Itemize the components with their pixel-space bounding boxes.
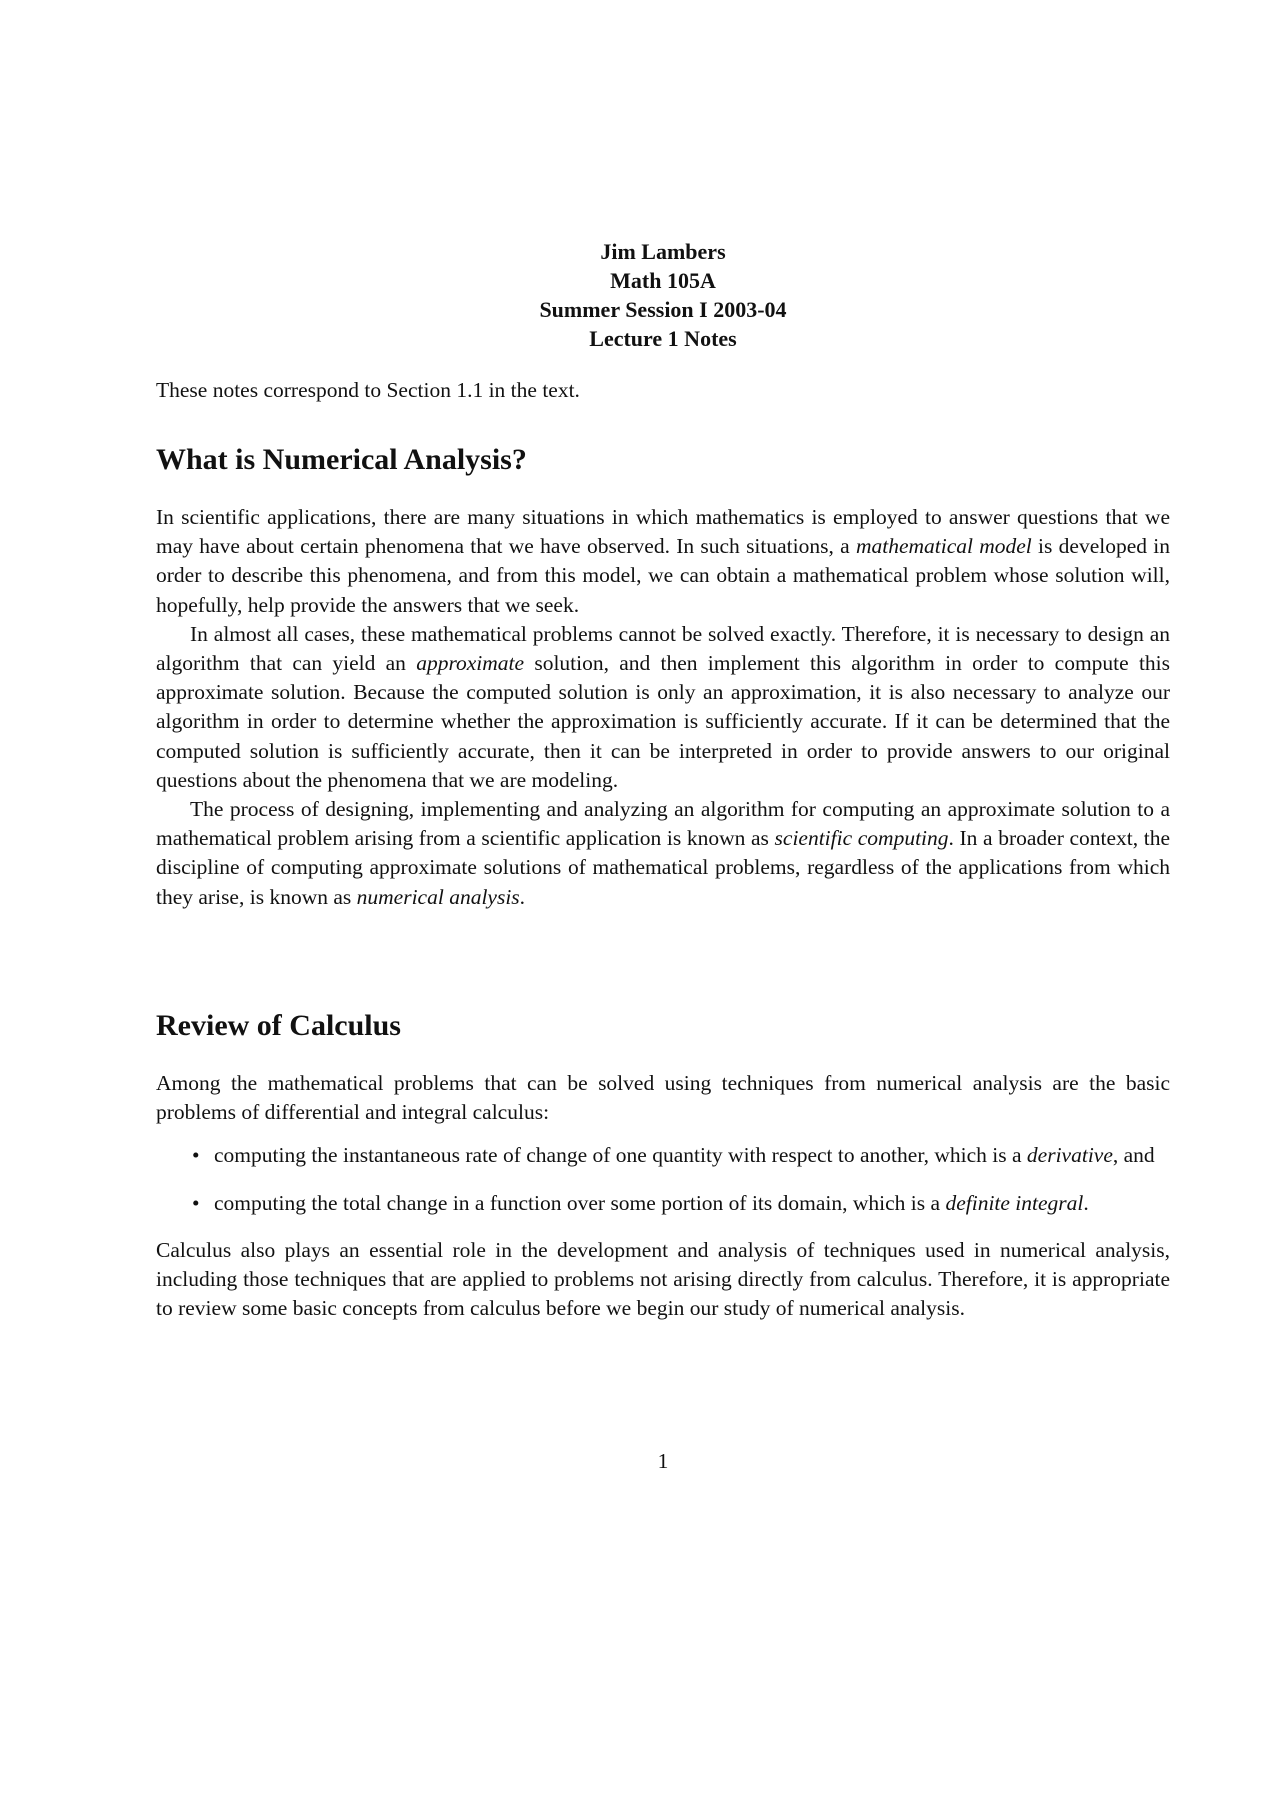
section-body-review-of-calculus xyxy=(156,1069,1170,1323)
emphasis-text: mathematical model xyxy=(855,534,1032,559)
intro-text: These notes correspond to Section 1.1 in the text. xyxy=(156,378,580,402)
paragraph: Among the mathematical problems that can be solved using techniques from numerical analysis are the basic problems of differential and integral calculus: xyxy=(156,1071,1170,1125)
course-name: Math 105A xyxy=(610,268,716,293)
text-run: The process of designing, implementing and analyzing an algorithm for computing an approximate solution to a mathematical problem arising from a scientific application is known as xyxy=(156,797,1170,851)
text-run: , and xyxy=(1112,1143,1155,1168)
text-run: . In a broader context, the discipline of computing approximate solutions of mathematical problems, regardless of the applications from which they arise, is known as xyxy=(156,826,1170,909)
lecture-title: Lecture 1 Notes xyxy=(589,326,737,351)
section-heading-review-of-calculus: Review of Calculus xyxy=(156,1009,401,1042)
emphasis-text: approximate xyxy=(416,651,525,676)
bullet-list xyxy=(156,1141,1170,1217)
paragraph xyxy=(156,620,1170,795)
author-name: Jim Lambers xyxy=(600,239,726,264)
emphasis-text: scientific computing xyxy=(774,826,949,851)
text-run: computing the instantaneous rate of change of one quantity with respect to another, which is a xyxy=(214,1143,1027,1168)
list-item xyxy=(156,1141,1170,1170)
text-run: In scientific applications, there are many situations in which mathematics is employed to answer questions that we may have about certain phenomena that we have observed. In such situations, a xyxy=(156,505,1170,559)
section-heading-numerical-analysis: What is Numerical Analysis? xyxy=(156,443,527,476)
text-run: . xyxy=(1083,1190,1089,1215)
title-block xyxy=(156,237,1170,353)
page-number: 1 xyxy=(657,1449,669,1473)
session-name: Summer Session I 2003-04 xyxy=(539,297,787,322)
paragraph xyxy=(156,795,1170,912)
paragraph: Calculus also plays an essential role in the development and analysis of techniques used in numerical analysis, including those techniques that are applied to problems not arising directly from calculus. Therefore, it is appropriate to review some basic concepts from calculus before we begin our study of numerical analysis. xyxy=(156,1237,1170,1321)
text-run: is developed in order to describe this phenomena, and from this model, we can obtain a mathematical problem whose solution will, hopefully, help provide the answers that we seek. xyxy=(156,534,1170,617)
section-body-numerical-analysis xyxy=(156,503,1170,912)
paragraph xyxy=(156,503,1170,620)
bullet-icon: • xyxy=(192,1190,200,1215)
emphasis-text: definite integral xyxy=(945,1190,1084,1215)
bullet-icon: • xyxy=(192,1143,200,1168)
text-run: solution, and then implement this algorithm in order to compute this approximate solution. Because the computed solution is only an approximation, it is also necessary to analyze our algorithm in order to determine whether the approximation is sufficiently accurate. If it can be determined that the computed solution is sufficiently accurate, then it can be interpreted in order to provide answers to our original questions about the phenomena that we are modeling. xyxy=(156,651,1171,792)
text-run: computing the total change in a function over some portion of its domain, which is a xyxy=(214,1190,946,1215)
list-item xyxy=(156,1189,1170,1218)
text-run: . xyxy=(519,884,526,909)
emphasis-text: derivative xyxy=(1026,1143,1113,1168)
emphasis-text: numerical analysis xyxy=(356,884,520,909)
text-run: In almost all cases, these mathematical problems cannot be solved exactly. Therefore, it is necessary to design an algorithm that can yield an xyxy=(156,621,1170,676)
